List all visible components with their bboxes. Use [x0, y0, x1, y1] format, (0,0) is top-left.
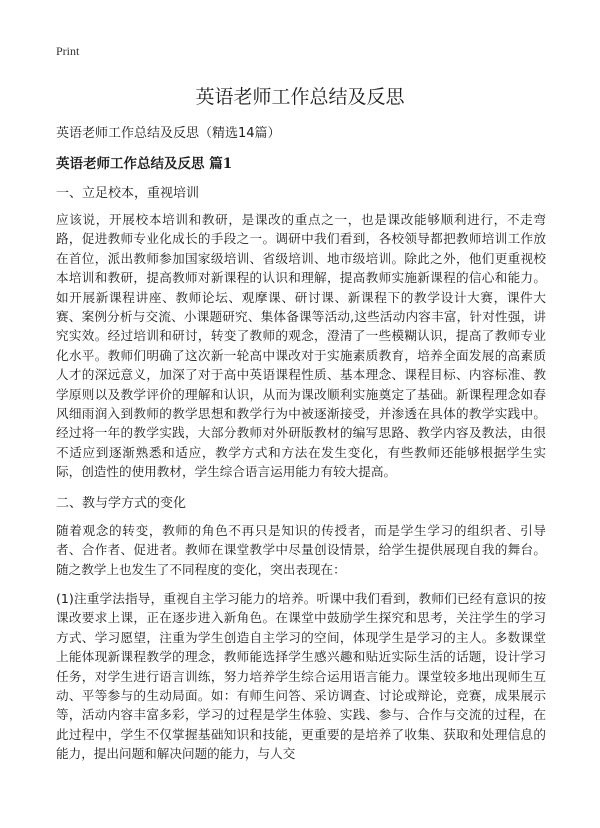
print-label: Print	[56, 44, 80, 58]
paragraph-3: (1)注重学法指导，重视自主学习能力的培养。听课中我们看到，教师们已经有意识的按课改要求上课，正在逐步进入新角色。在课堂中鼓励学生探究和思考，关注学生的学习方式、学习愿望，注重为学生创造自主学习的空间，体现学生是学习的主人。多数课堂上能体现新课程教学的理念，教师能选择学生感兴趣和贴近实际生活的话题，设计学习任务，对学生进行语言训练，努力培养学生综合运用语言能力。课堂较多地出现师生互动、平等参与的生动局面。如：有师生问答、采访调查、讨论或辩论，竞赛，成果展示等，活动内容丰富多彩，学习的过程是学生体验、实践、参与、合作与交流的过程，在此过程中，学生不仅掌握基础知识和技能，更重要的是培养了收集、获取和处理信息的能力，提出问题和解决问题的能力，与人交	[56, 591, 546, 762]
paragraph-1: 应该说，开展校本培训和教研，是课改的重点之一，也是课改能够顺利进行，不走弯路，促进教师专业化成长的手段之一。调研中我们看到，各校领导都把教师培训工作放在首位，派出教师参加国家级培训、省级培训、地市级培训。除此之外，他们更重视校本培训和教研，提高教师对新课程的认识和理解，提高教师实施新课程的信心和能力。如开展新课程讲座、教师论坛、观摩课、研讨课、新课程下的教学设计大赛，课件大赛、案例分析与交流、小课题研究、集体备课等活动,这些活动内容丰富，针对性强，讲究实效。经过培训和研讨，转变了教师的观念，澄清了一些模糊认识，提高了教师专业化水平。教师们明确了这次新一轮高中课改对于实施素质教育，培养全面发展的高素质人才的深远意义，加深了对于高中英语课程性质、基本理念、课程目标、内容标准、教学原则以及教学评价的理解和认识，从而为课改顺利实施奠定了基础。新课程理念如春风细雨润入到教师的教学思想和教学行为中被逐渐接受，并渗透在具体的教学实践中。经过将一年的教学实践，大部分教师对外研版教材的编写思路、教学内容及教法，由很不适应到逐渐熟悉和适应，教学方式和方法在发生变化，有些教师还能够根据学生实际，创造性的使用教材，学生综合语言运用能力有较大提高。	[56, 212, 546, 480]
document-subtitle: 英语老师工作总结及反思（精选14篇）	[56, 126, 281, 141]
heading-1: 一、立足校本，重视培训	[56, 186, 200, 201]
heading-2: 二、教与学方式的变化	[56, 496, 187, 511]
paragraph-2: 随着观念的转变，教师的角色不再只是知识的传授者，而是学生学习的组织者、引导者、合作者、促进者。教师在课堂教学中尽量创设情景，给学生提供展现自我的舞台。随之教学上也发生了不同程度的变化，突出表现在：	[56, 523, 546, 577]
section-title: 英语老师工作总结及反思 篇1	[56, 156, 233, 172]
page-title: 英语老师工作总结及反思	[195, 86, 405, 108]
